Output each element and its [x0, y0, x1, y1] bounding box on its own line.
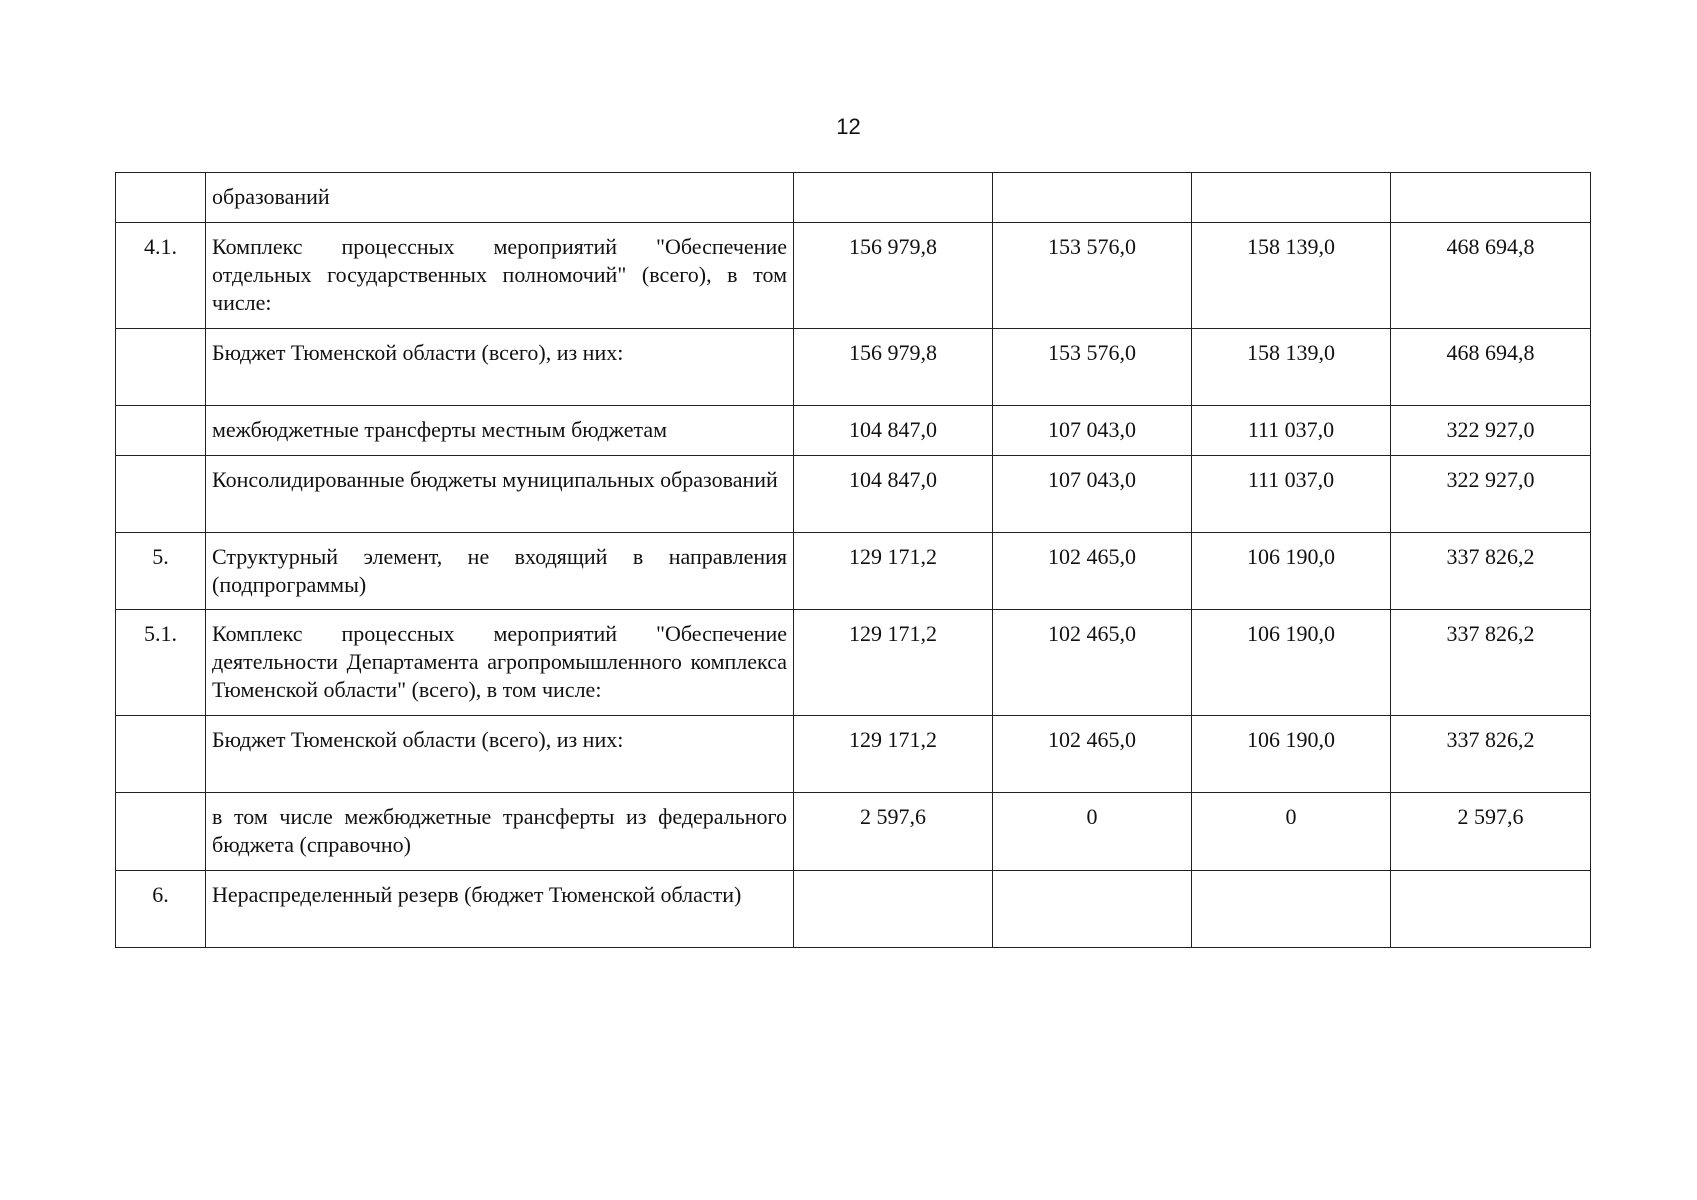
value-cell	[1391, 871, 1591, 948]
value-cell: 468 694,8	[1391, 329, 1591, 406]
row-name: Консолидированные бюджеты муниципальных образований	[206, 456, 794, 533]
value-cell: 107 043,0	[993, 456, 1192, 533]
row-number: 4.1.	[116, 223, 206, 329]
value-cell: 0	[993, 793, 1192, 871]
row-number	[116, 456, 206, 533]
table-row	[116, 793, 1591, 871]
value-cell: 107 043,0	[993, 406, 1192, 456]
table-row	[116, 533, 1591, 610]
value-cell: 106 190,0	[1192, 716, 1391, 793]
value-cell	[794, 173, 993, 223]
table-row	[116, 173, 1591, 223]
row-number	[116, 329, 206, 406]
row-number: 5.1.	[116, 610, 206, 716]
value-cell: 158 139,0	[1192, 329, 1391, 406]
row-number: 6.	[116, 871, 206, 948]
value-cell: 337 826,2	[1391, 716, 1591, 793]
value-cell: 337 826,2	[1391, 610, 1591, 716]
value-cell: 322 927,0	[1391, 406, 1591, 456]
table-row	[116, 871, 1591, 948]
value-cell: 129 171,2	[794, 716, 993, 793]
row-name: образований	[206, 173, 794, 223]
value-cell: 468 694,8	[1391, 223, 1591, 329]
table-row	[116, 456, 1591, 533]
row-name: межбюджетные трансферты местным бюджетам	[206, 406, 794, 456]
value-cell: 102 465,0	[993, 610, 1192, 716]
value-cell: 102 465,0	[993, 716, 1192, 793]
value-cell	[993, 871, 1192, 948]
value-cell: 104 847,0	[794, 406, 993, 456]
value-cell: 0	[1192, 793, 1391, 871]
table-row	[116, 610, 1591, 716]
value-cell: 153 576,0	[993, 223, 1192, 329]
value-cell: 129 171,2	[794, 533, 993, 610]
value-cell: 102 465,0	[993, 533, 1192, 610]
row-number	[116, 793, 206, 871]
value-cell: 156 979,8	[794, 329, 993, 406]
row-number: 5.	[116, 533, 206, 610]
row-name: Комплекс процессных мероприятий "Обеспечение деятельности Департамента агропромышленного комплекса Тюменской области" (всего), в том числе:	[206, 610, 794, 716]
row-name: Нераспределенный резерв (бюджет Тюменской области)	[206, 871, 794, 948]
value-cell: 158 139,0	[1192, 223, 1391, 329]
value-cell: 2 597,6	[794, 793, 993, 871]
table-row	[116, 329, 1591, 406]
row-name: Структурный элемент, не входящий в направления (подпрограммы)	[206, 533, 794, 610]
page-number: 12	[836, 114, 861, 139]
value-cell: 106 190,0	[1192, 533, 1391, 610]
budget-table	[115, 172, 1591, 948]
row-name: Бюджет Тюменской области (всего), из них:	[206, 716, 794, 793]
row-name: в том числе межбюджетные трансферты из федерального бюджета (справочно)	[206, 793, 794, 871]
value-cell: 153 576,0	[993, 329, 1192, 406]
table-row	[116, 223, 1591, 329]
value-cell: 337 826,2	[1391, 533, 1591, 610]
value-cell	[993, 173, 1192, 223]
value-cell	[794, 871, 993, 948]
row-name: Комплекс процессных мероприятий "Обеспечение отдельных государственных полномочий" (всего), в том числе:	[206, 223, 794, 329]
row-name: Бюджет Тюменской области (всего), из них:	[206, 329, 794, 406]
table-row	[116, 406, 1591, 456]
row-number	[116, 716, 206, 793]
value-cell: 322 927,0	[1391, 456, 1591, 533]
value-cell: 106 190,0	[1192, 610, 1391, 716]
value-cell: 2 597,6	[1391, 793, 1591, 871]
value-cell	[1192, 871, 1391, 948]
value-cell	[1391, 173, 1591, 223]
value-cell: 111 037,0	[1192, 456, 1391, 533]
row-number	[116, 173, 206, 223]
value-cell: 104 847,0	[794, 456, 993, 533]
value-cell	[1192, 173, 1391, 223]
value-cell: 111 037,0	[1192, 406, 1391, 456]
table-row	[116, 716, 1591, 793]
row-number	[116, 406, 206, 456]
value-cell: 156 979,8	[794, 223, 993, 329]
value-cell: 129 171,2	[794, 610, 993, 716]
